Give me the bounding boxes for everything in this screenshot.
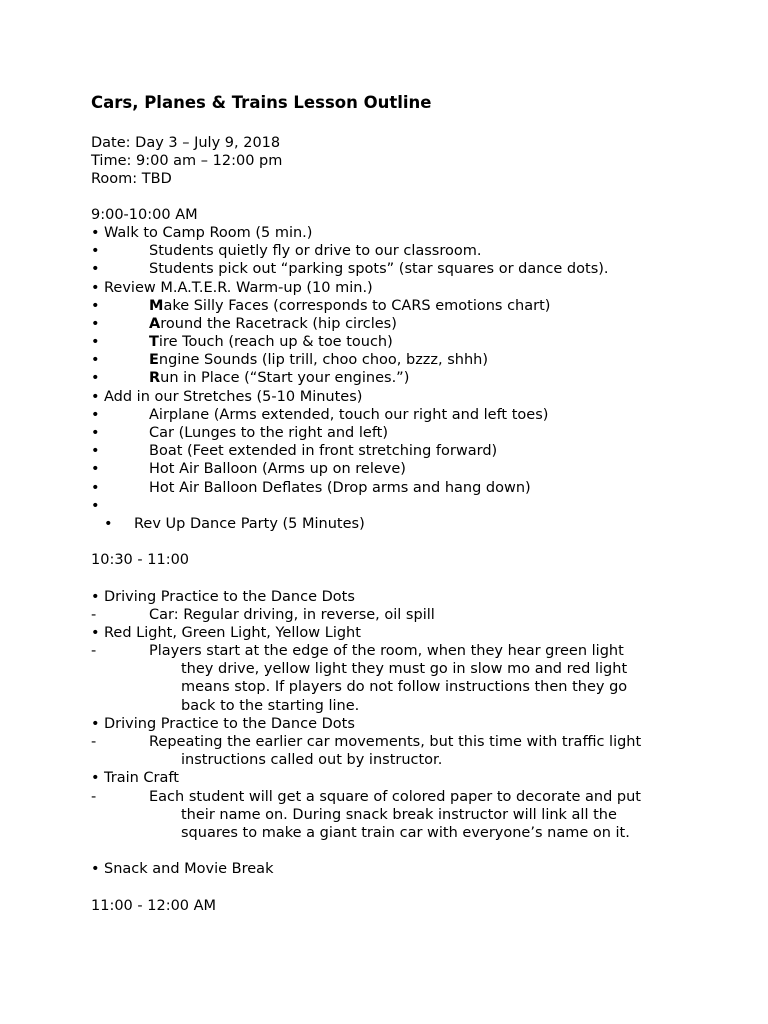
bullet-marker: • bbox=[91, 480, 100, 496]
section-heading-late-morning: 11:00 - 12:00 AM bbox=[91, 898, 217, 914]
acronym-letter: M bbox=[149, 298, 164, 314]
list-item-text: un in Place (“Start your engines.”) bbox=[160, 370, 410, 386]
bullet-marker: • bbox=[91, 243, 100, 259]
list-item-text: Hot Air Balloon Deflates (Drop arms and hang down) bbox=[149, 480, 531, 496]
acronym-letter: T bbox=[149, 334, 159, 350]
bullet-marker: • bbox=[104, 516, 113, 532]
list-item-text: Driving Practice to the Dance Dots bbox=[104, 716, 355, 732]
list-item-text: they drive, yellow light they must go in slow mo and red light bbox=[181, 661, 628, 677]
dash-marker: - bbox=[91, 643, 97, 659]
acronym-letter: E bbox=[149, 352, 159, 368]
section-heading-morning: 9:00-10:00 AM bbox=[91, 207, 198, 223]
list-item-text: means stop. If players do not follow instructions then they go bbox=[181, 679, 628, 695]
bullet-marker: • bbox=[91, 225, 100, 241]
bullet-marker: • bbox=[91, 352, 100, 368]
time-line: Time: 9:00 am – 12:00 pm bbox=[91, 153, 283, 169]
bullet-marker: • bbox=[91, 261, 100, 277]
list-item-text: ake Silly Faces (corresponds to CARS emotions chart) bbox=[163, 298, 551, 314]
list-item-text: Walk to Camp Room (5 min.) bbox=[104, 225, 313, 241]
list-item-text: their name on. During snack break instructor will link all the bbox=[181, 807, 617, 823]
bullet-marker: • bbox=[91, 770, 100, 786]
bullet-marker: • bbox=[91, 316, 100, 332]
bullet-marker: • bbox=[91, 498, 100, 514]
acronym-letter: A bbox=[149, 316, 161, 332]
acronym-letter: R bbox=[149, 370, 161, 386]
list-item-text: back to the starting line. bbox=[181, 698, 360, 714]
bullet-marker: • bbox=[91, 298, 100, 314]
bullet-marker: • bbox=[91, 716, 100, 732]
list-item-text: Boat (Feet extended in front stretching forward) bbox=[149, 443, 498, 459]
list-item-text: Hot Air Balloon (Arms up on releve) bbox=[149, 461, 406, 477]
list-item-text: squares to make a giant train car with everyone’s name on it. bbox=[181, 825, 630, 841]
list-item-text: Train Craft bbox=[104, 770, 179, 786]
list-item-text: Students pick out “parking spots” (star squares or dance dots). bbox=[149, 261, 609, 277]
list-item-text: Car (Lunges to the right and left) bbox=[149, 425, 389, 441]
list-item-text: Review M.A.T.E.R. Warm-up (10 min.) bbox=[104, 280, 373, 296]
document-title: Cars, Planes & Trains Lesson Outline bbox=[91, 93, 432, 112]
list-item-text: Repeating the earlier car movements, but this time with traffic light bbox=[149, 734, 642, 750]
list-item-text: Snack and Movie Break bbox=[104, 861, 274, 877]
bullet-marker: • bbox=[91, 625, 100, 641]
bullet-marker: • bbox=[91, 425, 100, 441]
list-item-text: Students quietly fly or drive to our classroom. bbox=[149, 243, 482, 259]
bullet-marker: • bbox=[91, 861, 100, 877]
dash-marker: - bbox=[91, 789, 97, 805]
list-item-text: Each student will get a square of colored paper to decorate and put bbox=[149, 789, 641, 805]
bullet-marker: • bbox=[91, 370, 100, 386]
list-item-text: ire Touch (reach up & toe touch) bbox=[158, 334, 393, 350]
bullet-marker: • bbox=[91, 461, 100, 477]
bullet-marker: • bbox=[91, 589, 100, 605]
bullet-marker: • bbox=[91, 389, 100, 405]
list-item-text: Driving Practice to the Dance Dots bbox=[104, 589, 355, 605]
list-item-text: Add in our Stretches (5-10 Minutes) bbox=[104, 389, 363, 405]
list-item-text: instructions called out by instructor. bbox=[181, 752, 443, 768]
list-item-text: ngine Sounds (lip trill, choo choo, bzzz, shhh) bbox=[158, 352, 489, 368]
section-heading-midmorning: 10:30 - 11:00 bbox=[91, 552, 190, 568]
list-item-text: Rev Up Dance Party (5 Minutes) bbox=[134, 516, 365, 532]
list-item-text: Airplane (Arms extended, touch our right and left toes) bbox=[149, 407, 549, 423]
dash-marker: - bbox=[91, 734, 97, 750]
list-item-text: Car: Regular driving, in reverse, oil spill bbox=[149, 607, 435, 623]
room-line: Room: TBD bbox=[91, 171, 172, 187]
date-line: Date: Day 3 – July 9, 2018 bbox=[91, 135, 281, 151]
bullet-marker: • bbox=[91, 443, 100, 459]
dash-marker: - bbox=[91, 607, 97, 623]
list-item-text: Players start at the edge of the room, when they hear green light bbox=[149, 643, 624, 659]
list-item-text: round the Racetrack (hip circles) bbox=[160, 316, 397, 332]
bullet-marker: • bbox=[91, 280, 100, 296]
bullet-marker: • bbox=[91, 334, 100, 350]
list-item-text: Red Light, Green Light, Yellow Light bbox=[104, 625, 361, 641]
bullet-marker: • bbox=[91, 407, 100, 423]
